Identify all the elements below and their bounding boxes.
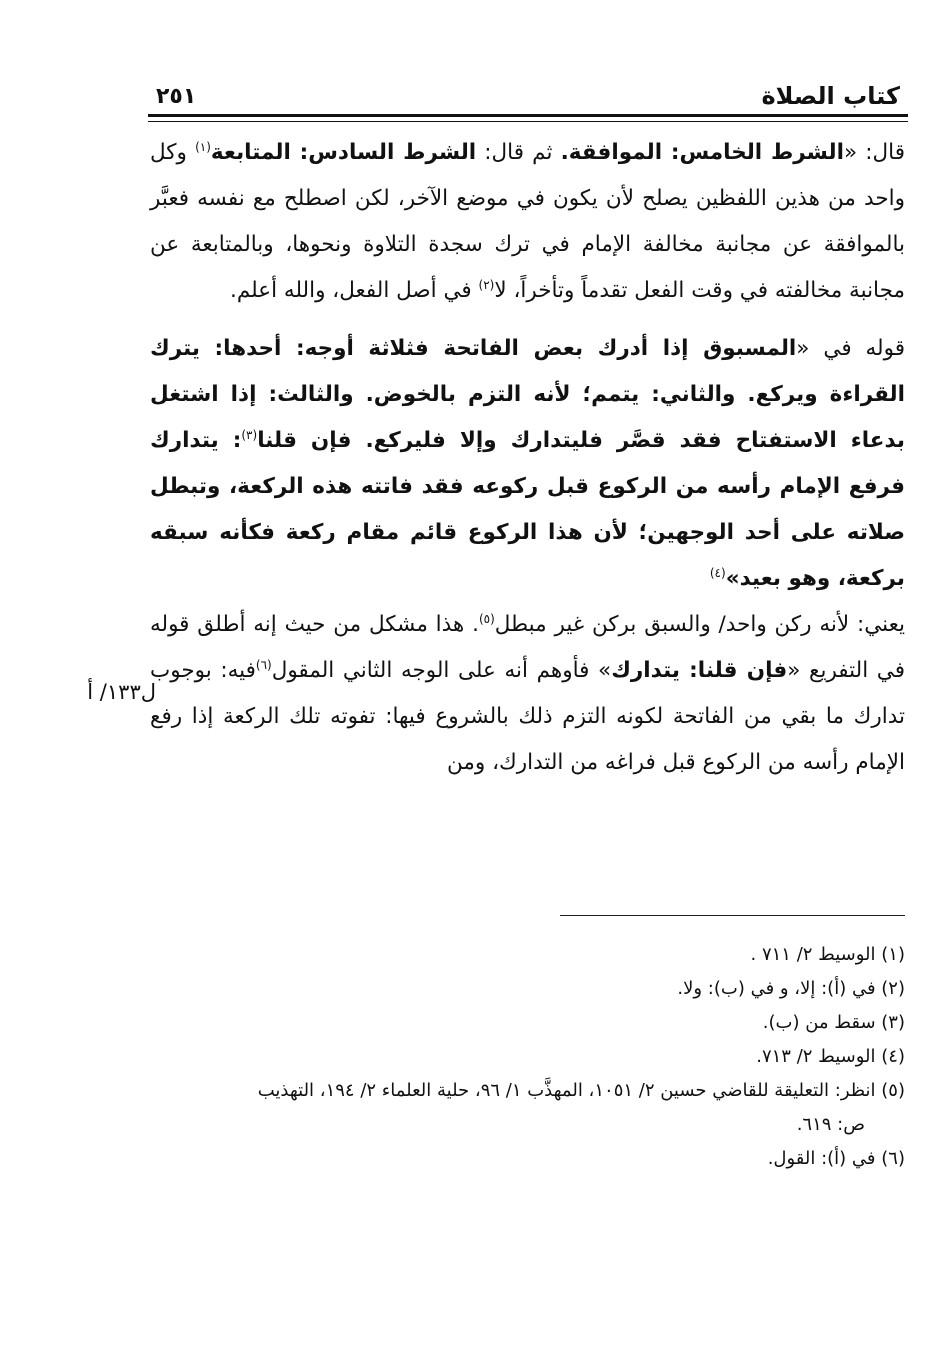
footnote-6: (٦) في (أ): القول. [767, 1148, 905, 1169]
quoted-text: : يتدارك فرفع الإمام رأسه من الركوع قبل ركوعه فقد فاتته هذه الركعة، وتبطل صلاته على أحد الوجهين؛ لأن هذا الركوع قائم مقام ركعة فكأنه سبقه بركعة، وهو بعيد» [150, 428, 905, 591]
footnote-3: (٣) سقط من (ب). [762, 1012, 905, 1033]
header-rule-thin [148, 121, 908, 122]
footnote-separator [560, 915, 905, 916]
footnote-ref: (٥) [478, 611, 495, 626]
text-run: . هذا مشكل من حيث إنه أطلق قوله في التفريع « [150, 612, 905, 683]
quoted-text: المسبوق إذا أدرك بعض الفاتحة فثلاثة أوجه: أحدها: يترك القراءة ويركع. والثاني: يتمم؛ لأنه التزم بالخوض. والثالث: إذا اشتغل بدعاء الاستفتاح فقد قصَّر فليتدارك وإلا فليركع. فإن قلنا [150, 336, 905, 453]
footnote-4: (٤) الوسيط ٢/ ٧١٣. [756, 1046, 905, 1067]
footnotes [150, 938, 905, 1176]
footnote-5-continued: ص: ٦١٩. [796, 1114, 865, 1135]
text-run: فيه: بوجوب تدارك ما بقي من الفاتحة لكونه التزم ذلك بالشروع فيها: تفوته تلك الركعة إذا رفع الإمام رأسه من الركوع قبل فراغه من التدارك، ومن [150, 658, 905, 775]
text-run: يعني: لأنه ركن واحد/ والسبق بركن غير مبطل [494, 612, 905, 637]
text-run: في أصل الفعل، والله أعلم. [230, 278, 479, 303]
manuscript-folio-note: ل١٣٣/ أ [87, 680, 156, 704]
footnote-ref: (١) [195, 139, 211, 154]
footnote-5: (٥) انظر: التعليقة للقاضي حسين ٢/ ١٠٥١، المهذَّب ١/ ٩٦، حلية العلماء ٢/ ١٩٤، التهذيب [257, 1080, 905, 1101]
footnote-2: (٢) في (أ): إلا، و في (ب): ولا. [677, 978, 905, 999]
footnote-ref: (٣) [241, 427, 258, 442]
text-run: قال: « [844, 140, 905, 165]
quoted-text: الشرط السادس: المتابعة [210, 140, 477, 165]
footnote-ref: (٦) [255, 657, 272, 672]
page-number: ٢٥١ [156, 84, 197, 109]
chapter-title: كتاب الصلاة [761, 82, 900, 110]
text-run: » فأوهم أنه على الوجه الثاني المقول [271, 658, 612, 683]
quoted-text: الشرط الخامس: الموافقة. [560, 140, 844, 165]
footnote-ref: (٤) [709, 565, 726, 580]
footnote-1: (١) الوسيط ٢/ ٧١١ . [750, 944, 905, 965]
footnote-ref: (٢) [478, 277, 495, 292]
text-run: ثم قال: [476, 140, 561, 165]
main-text [150, 130, 905, 786]
text-run: قوله في « [796, 336, 905, 361]
paragraph-1 [150, 130, 905, 314]
header-rule-thick [148, 114, 908, 117]
paragraph-2 [150, 326, 905, 602]
paragraph-3 [150, 602, 905, 786]
text-run: وكل واحد من هذين اللفظين يصلح لأن يكون في موضع الآخر، لكن اصطلح مع نفسه فعبَّر بالموافقة عن مجانبة مخالفة الإمام في ترك سجدة التلاوة ونحوها، وبالمتابعة عن مجانبة مخالفته في وقت الفعل تقدماً وتأخراً، لا [150, 140, 905, 303]
quoted-text: فإن قلنا: يتدارك [611, 658, 788, 683]
